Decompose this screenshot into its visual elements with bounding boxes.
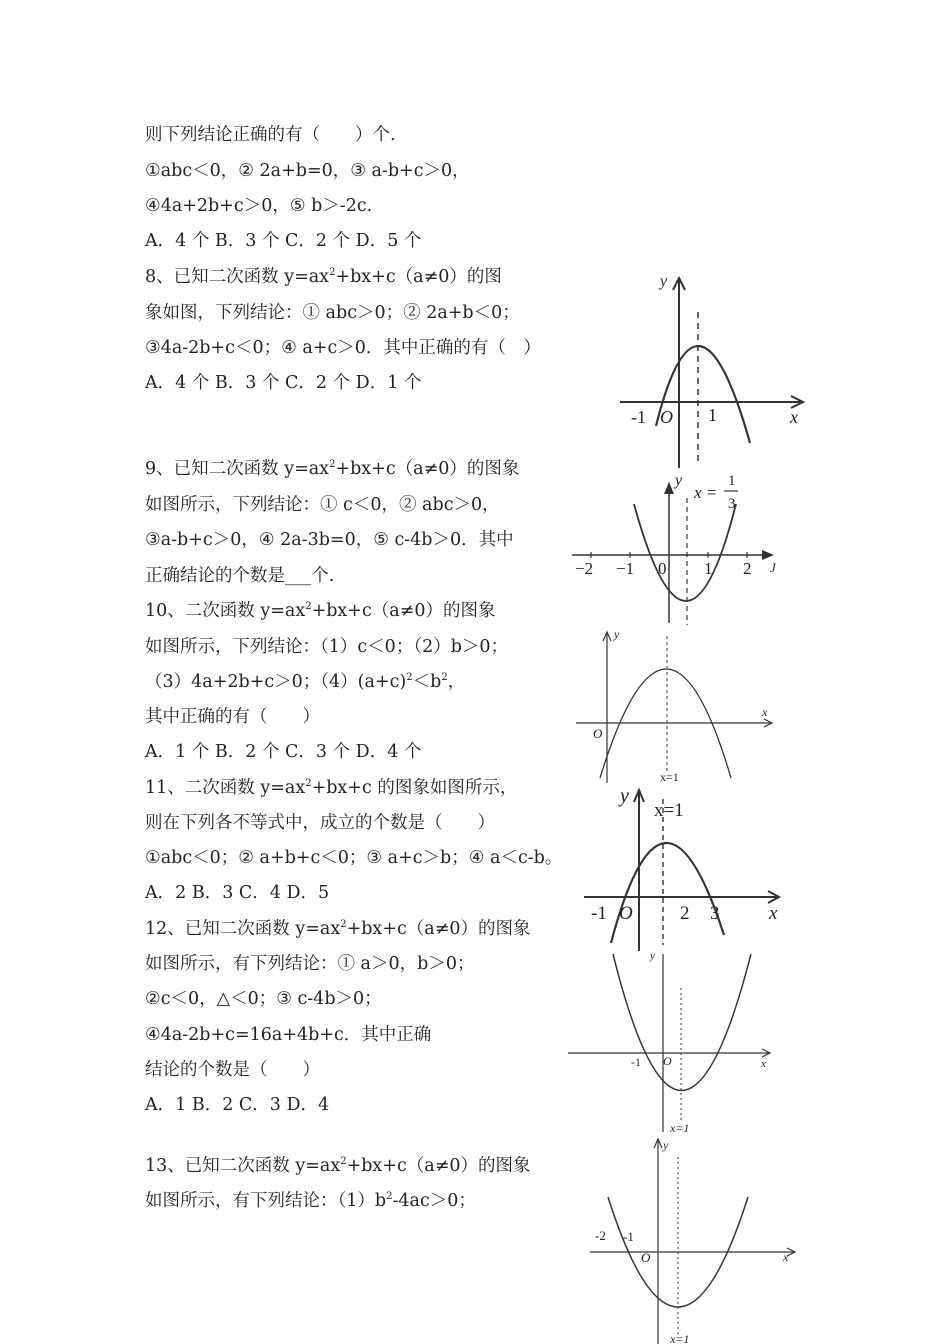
- tick-label-neg1: −1: [616, 559, 635, 578]
- q8-parabola-figure: [620, 268, 815, 468]
- q8-options: A．4 个 B．3 个 C．2 个 D．1 个: [145, 373, 422, 393]
- q13-parabola-figure: [590, 1135, 800, 1344]
- y-axis-label: y: [660, 273, 668, 290]
- tick-label-1: 1: [704, 559, 713, 578]
- q7-options: A．4 个 B．3 个 C．2 个 D．5 个: [145, 231, 422, 251]
- q10-parabola-figure: [576, 628, 776, 786]
- x-axis-label: x: [783, 1250, 789, 1264]
- origin-label: 0: [658, 559, 667, 578]
- q9-line-4: 正确结论的个数是___个.: [145, 566, 335, 586]
- q11-line-1: 11、二次函数 $y=ax^2+bx+c$ 的图象如图所示，: [145, 778, 518, 798]
- q12-line-3: ②c＜0，△＜0；③ c-4b＞0；: [145, 989, 382, 1009]
- q11-parabola-figure: [584, 785, 789, 951]
- q12-line-4: ④4a-2b+c=16a+4b+c．其中正确: [145, 1025, 432, 1045]
- q12-options: A．1 B．2 C．3 D．4: [145, 1095, 330, 1115]
- y-axis-label: y: [614, 628, 620, 641]
- origin-label: O: [641, 1250, 651, 1265]
- tick-label-neg2: -2: [595, 1228, 606, 1243]
- q12-parabola-figure: [568, 952, 778, 1138]
- q8-line-2: 象如图，下列结论：① abc＞0；② 2a+b＜0；: [145, 303, 520, 323]
- parabola-curve: [613, 954, 751, 1091]
- q11-options: A．2 B．3 C．4 D．5: [145, 883, 330, 903]
- tick-label-1: 1: [708, 405, 717, 425]
- q10-line-4: 其中正确的有（ ）: [145, 707, 320, 727]
- x-axis-label: x: [761, 1058, 766, 1070]
- parabola-curve: [656, 346, 750, 443]
- q12-line-5: 结论的个数是（ ）: [145, 1060, 320, 1080]
- axis-equation-denominator: 3: [728, 496, 736, 512]
- symmetry-axis-label: x=1: [660, 770, 679, 784]
- q11-line-3: ①abc＜0；② a+b+c＜0；③ a+c＞b；④ a＜c-b。: [145, 848, 563, 868]
- tick-label-2: 2: [680, 903, 690, 924]
- q8-line-1: 8、已知二次函数 $y=ax^2+bx+c(a\ne 0)$的图: [145, 267, 502, 287]
- symmetry-axis-label: x=1: [670, 1121, 690, 1135]
- x-axis-label: x: [790, 407, 798, 427]
- q10-line-3: （3）4a+2b+c＞0；$(4)(a+c)^2<b^2$，: [145, 672, 466, 692]
- q9-line-1: 9、已知二次函数 $y=ax^2+bx+c(a\ne 0)$的图象: [145, 459, 520, 479]
- q7-line-2: ①abc＜0，② 2a+b=0，③ a-b+c＞0，: [145, 161, 470, 181]
- origin-label: O: [593, 726, 603, 741]
- tick-label-neg2: −2: [575, 559, 594, 578]
- y-axis-label: y: [663, 1138, 669, 1152]
- q8-line-3: ③4a-2b+c＜0；④ a+c＞0．其中正确的有（ ）: [145, 338, 541, 358]
- axis-equation-numerator: 1: [728, 473, 736, 489]
- origin-label: O: [663, 1054, 672, 1068]
- x-axis-label: J: [770, 560, 776, 575]
- x-axis-label: x: [762, 705, 768, 719]
- q10-options: A．1 个 B．2 个 C．3 个 D．4 个: [145, 742, 422, 762]
- q9-parabola-figure: [572, 468, 782, 628]
- symmetry-axis-label: x=1: [670, 1332, 690, 1344]
- tick-label-neg1: -1: [631, 407, 646, 427]
- q10-line-2: 如图所示，下列结论：（1）c＜0；（2）b＞0；: [145, 637, 509, 657]
- q7-line-3: ④4a+2b+c＞0，⑤ b＞-2c.: [145, 196, 373, 216]
- tick-label-neg1: -1: [631, 1055, 641, 1069]
- parabola-curve: [634, 504, 736, 601]
- y-axis-label: y: [620, 785, 629, 807]
- q9-line-2: 如图所示，下列结论：① c＜0，② abc＞0，: [145, 495, 500, 515]
- origin-label: O: [660, 407, 673, 427]
- x-axis-label: x: [769, 903, 778, 924]
- y-axis-arrow: [664, 482, 674, 494]
- tick-label-3: 3: [710, 903, 720, 924]
- origin-label: O: [619, 903, 633, 924]
- q13-line-1: 13、已知二次函数 $y=ax^2+bx+c(a\ne 0)$的图象: [145, 1156, 531, 1176]
- tick-label-2: 2: [743, 559, 752, 578]
- x-axis-arrow: [762, 550, 774, 560]
- q11-line-2: 则在下列各不等式中，成立的个数是（ ）: [145, 813, 495, 833]
- axis-equation-lhs: x =: [694, 483, 718, 502]
- q9-line-3: ③a-b+c＞0，④ 2a-3b=0，⑤ c-4b＞0．其中: [145, 530, 514, 550]
- q12-line-2: 如图所示，有下列结论：① a＞0，b＞0；: [145, 954, 475, 974]
- y-axis-label: y: [675, 472, 683, 489]
- q13-line-2: 如图所示，有下列结论：$(1)b^2-4ac>0$；: [145, 1191, 476, 1211]
- parabola-curve: [611, 843, 724, 943]
- q10-line-1: 10、二次函数 $y=ax^2+bx+c(a\ne 0)$的图象: [145, 601, 496, 621]
- tick-label-neg1: -1: [623, 1229, 634, 1244]
- q12-line-1: 12、已知二次函数 $y=ax^2+bx+c(a\ne 0)$的图象: [145, 919, 531, 939]
- q7-line-1: 则下列结论正确的有（ ）个.: [145, 125, 396, 145]
- tick-label-neg1: -1: [591, 903, 607, 924]
- y-axis-label: y: [650, 952, 655, 962]
- symmetry-axis-label: x=1: [654, 800, 684, 821]
